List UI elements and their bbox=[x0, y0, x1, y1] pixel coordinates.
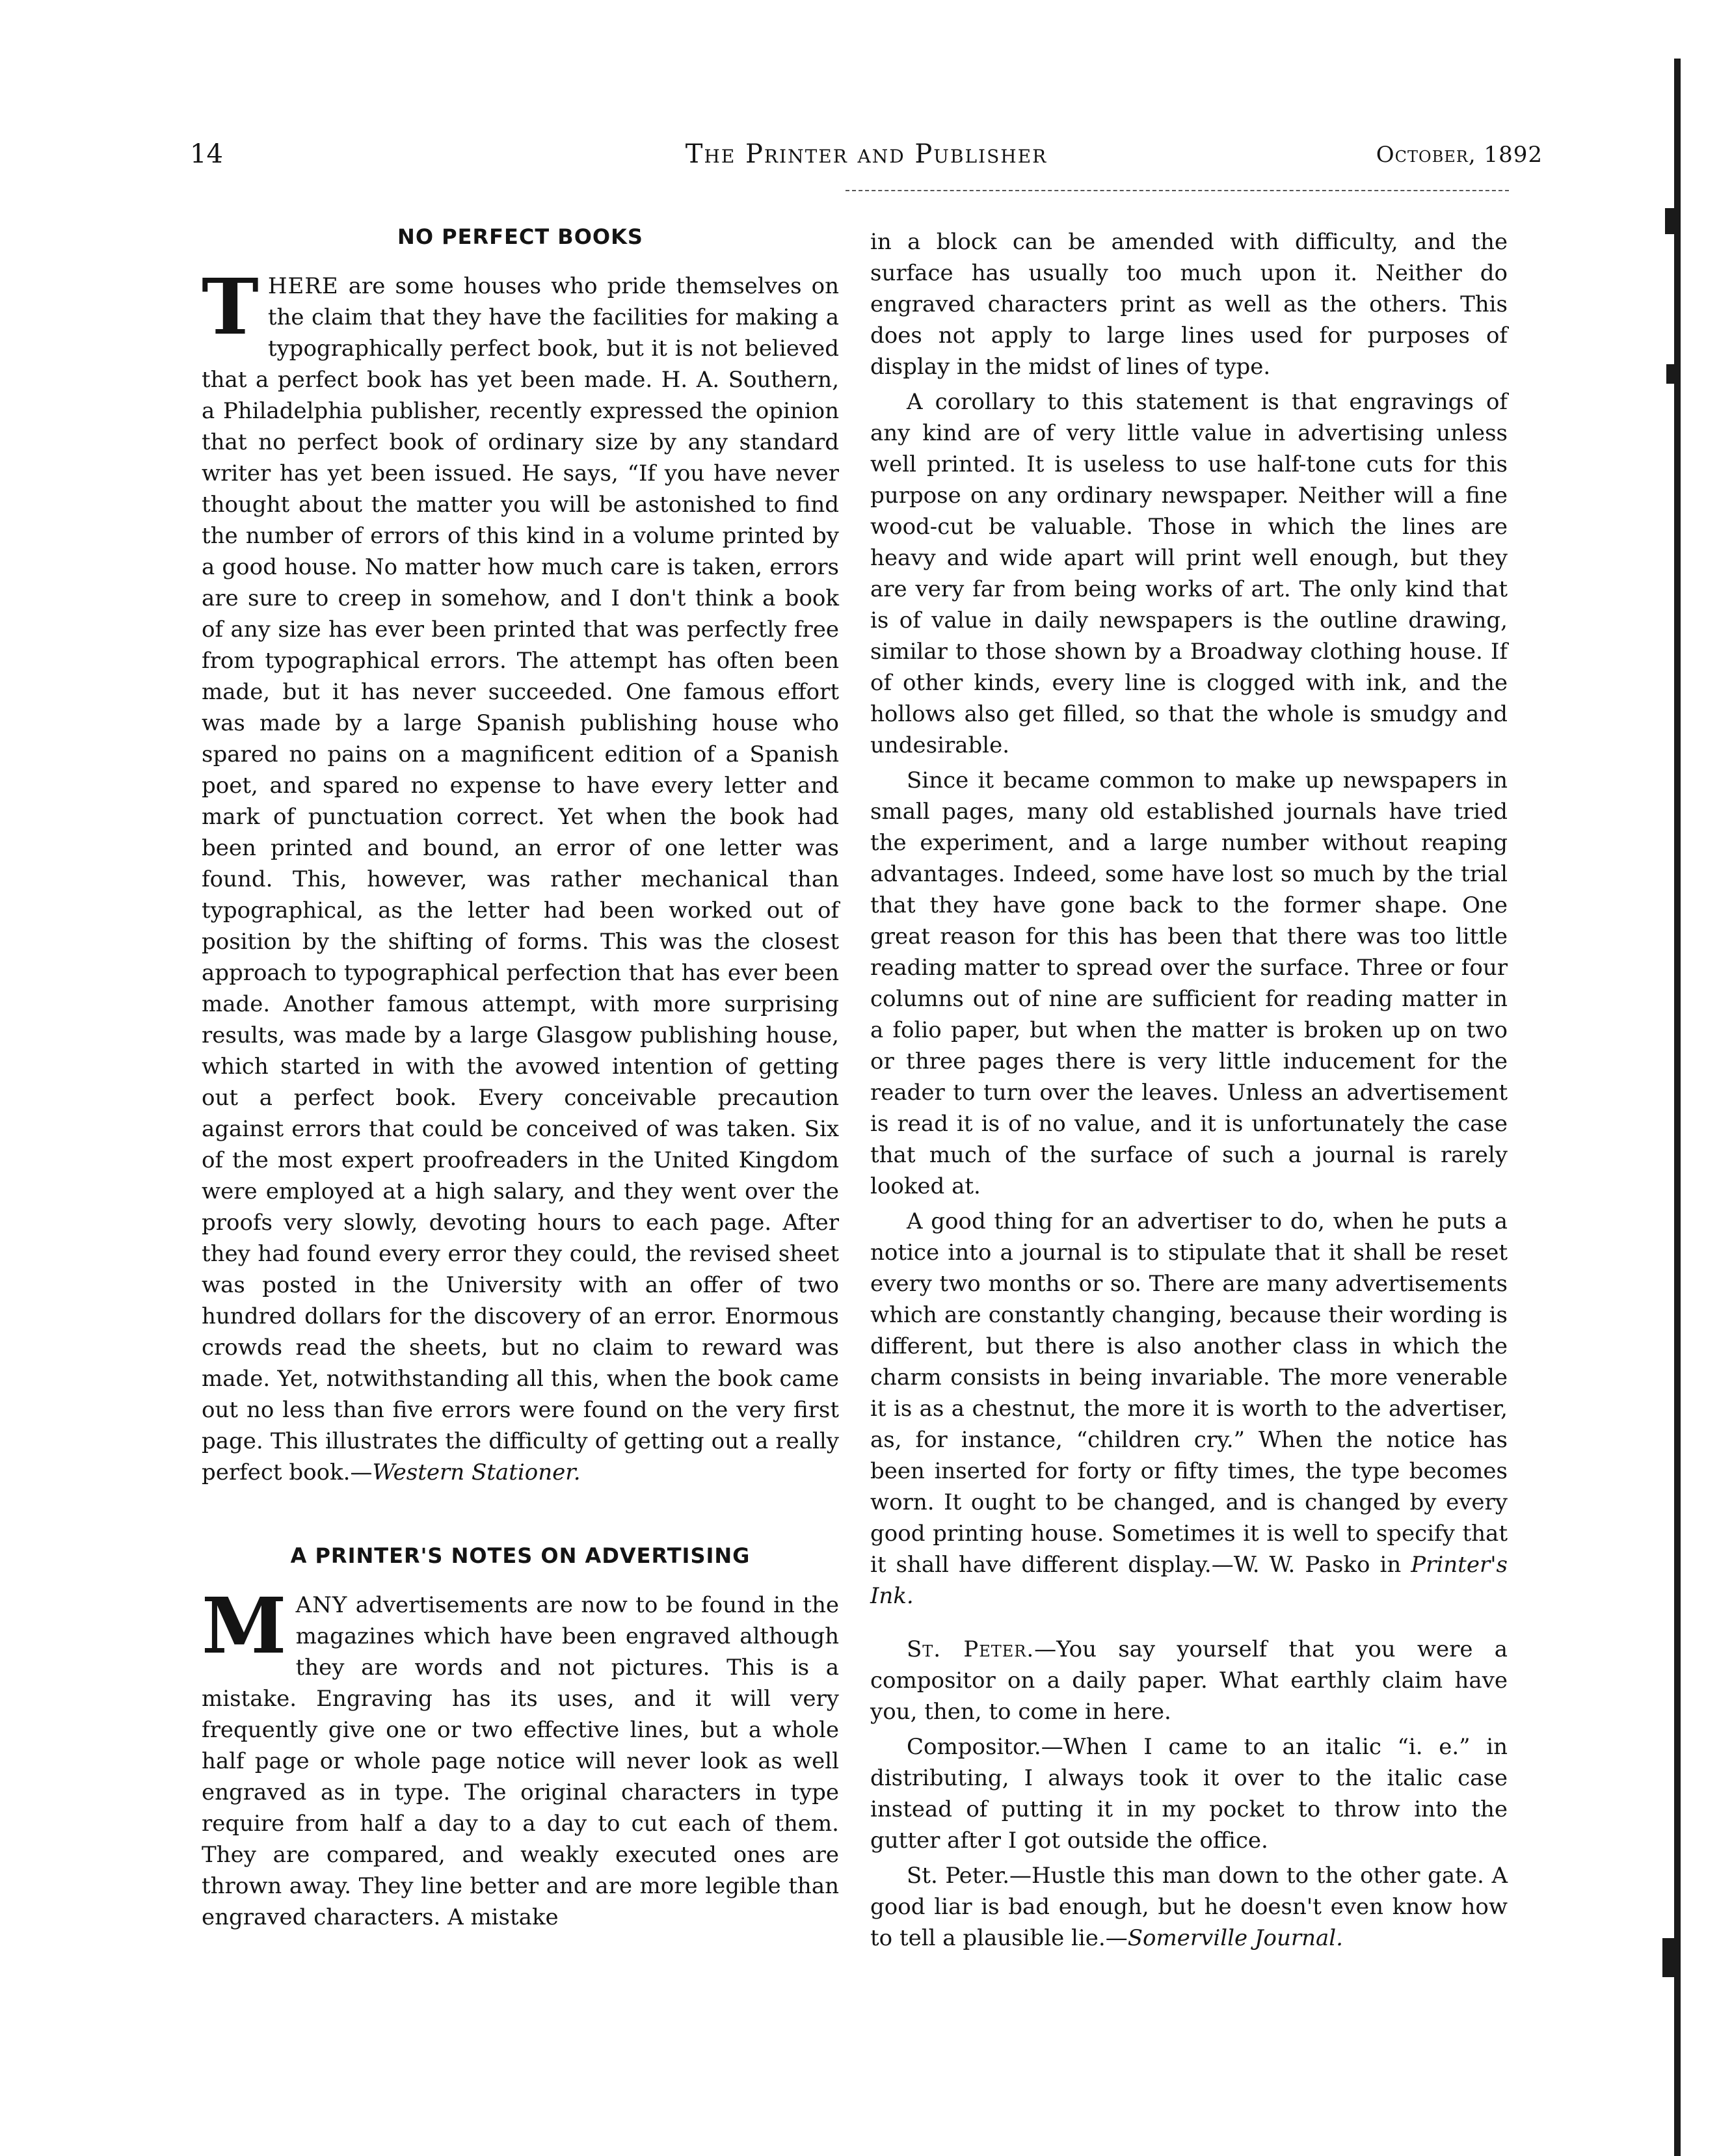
speaker: Compositor. bbox=[907, 1734, 1041, 1760]
article-body bbox=[202, 1580, 839, 1933]
opening-word: ANY bbox=[295, 1592, 348, 1618]
article-body bbox=[202, 261, 839, 1488]
paragraph-text: A good thing for an advertiser to do, when he puts a notice into a journal is to stipulate that it shall be reset every two months or so. There are many advertisements which are constantly changing, because their wording is different, but there is also another class in which the charm consists in being invariable. The more venerable it is as a chestnut, the more it is worth to the advertiser, as, for instance, “children cry.” When the notice has been inserted for forty or fifty times, the type becomes worn. It ought to be changed, and is changed by every good printing house. Sometimes it is well to specify that it shall have different display.—W. W. Pasko in bbox=[870, 1208, 1508, 1578]
anecdote-line bbox=[870, 1860, 1508, 1954]
paragraph-credit: Printer's Ink. bbox=[870, 1552, 1508, 1609]
scanned-margin-mark bbox=[1662, 1938, 1681, 1977]
paragraph bbox=[870, 1206, 1508, 1612]
running-header bbox=[190, 139, 1543, 178]
anecdote-text: —Hustle this man down to the other gate. A good liar is bad enough, but he doesn't even know how to tell a plausible lie.— bbox=[870, 1863, 1508, 1951]
speaker: St. Peter. bbox=[907, 1636, 1035, 1662]
page-number: 14 bbox=[190, 139, 223, 169]
anecdote-text: —When I came to an italic “i. e.” in distributing, I always took it over to the italic case instead of putting it in my pocket to throw into the gutter after I got outside the office. bbox=[870, 1734, 1508, 1854]
anecdote-text: —You say yourself that you were a compositor on a daily paper. What earthly claim have you, then, to come in here. bbox=[870, 1636, 1508, 1725]
speaker: St. Peter. bbox=[907, 1863, 1010, 1889]
scanned-margin-mark bbox=[1665, 208, 1681, 234]
drop-cap: M bbox=[202, 1580, 287, 1671]
article-title: A PRINTER'S NOTES ON ADVERTISING bbox=[290, 1543, 751, 1568]
article-credit: Western Stationer. bbox=[372, 1459, 581, 1485]
anecdote-line bbox=[870, 1731, 1508, 1856]
opening-word: HERE bbox=[267, 273, 339, 299]
anecdote-line bbox=[870, 1634, 1508, 1727]
paragraph: in a block can be amended with difficulty, and the surface has usually too much upon it. Neither do engraved characters print as well as the others. This does not apply to large lines used for purposes of display in the midst of lines of type. bbox=[870, 229, 1508, 380]
journal-title: The Printer and Publisher bbox=[685, 139, 1048, 169]
drop-cap: T bbox=[202, 261, 259, 352]
article-title: NO PERFECT BOOKS bbox=[397, 224, 643, 249]
article-text: are some houses who pride themselves on the claim that they have the facilities for making a typographically perfect book, but it is not believed that a perfect book has yet been made. H. A. Southern, a Philadelphia publisher, recently expressed the opinion that no perfect book of ordinary size by any standard writer has yet been issued. He says, “If you have never thought about the matter you will be astonished to find the number of errors of this kind in a volume printed by a good house. No matter how much care is taken, errors are sure to creep in somehow, and I don't think a book of any size has ever been printed that was perfectly free from typographical errors. The attempt has often been made, but it has never succeeded. One famous effort was made by a large Spanish publishing house who spared no pains on a magnificent edition of a Spanish poet, and spared no expense to have every letter and mark of punctuation correct. Yet when the book had been printed and bound, an error of one letter was found. This, however, was rather mechanical than typographical, as the letter had been worked out of position by the shifting of forms. This was the closest approach to typographical perfection that has ever been made. Another famous attempt, with more surprising results, was made by a large Glasgow publishing house, which started in with the avowed intention of getting out a perfect book. Every conceivable precaution against errors that could be conceived of was taken. Six of the most expert proofreaders in the United Kingdom were employed at a high salary, and they went over the proofs very slowly, devoting hours to each page. After they had found every error they could, the revised sheet was posted in the University with an offer of two hundred dollars for the discovery of an error. Enormous crowds read the sheets, but no claim to reward was made. Yet, notwithstanding all this, when the book came out no less than five errors were found on the very first page. This illustrates the difficulty of getting out a really perfect book.— bbox=[202, 273, 839, 1485]
left-column bbox=[202, 221, 839, 1937]
header-rule bbox=[846, 190, 1509, 191]
anecdote-credit: Somerville Journal. bbox=[1127, 1925, 1343, 1951]
paragraph: Since it became common to make up newspapers in small pages, many old established journals have tried the experiment, and a large number without reaping advantages. Indeed, some have lost so much by the trial that they have gone back to the former shape. One great reason for this has been that there was too little reading matter to spread over the surface. Three or four columns out of nine are sufficient for reading matter in a folio paper, but when the matter is broken up on two or three pages there is very little inducement for the reader to turn over the leaves. Unless an advertisement is read it is of no value, and it is unfortunately the case that much of the surface of such a journal is rarely looked at. bbox=[870, 767, 1508, 1199]
scanned-margin-mark bbox=[1666, 364, 1681, 384]
article-text: advertisements are now to be found in the magazines which have been engraved although they are words and not pictures. This is a mistake. Engraving has its uses, and it will very frequently give one or two effective lines, but a whole half page or whole page notice will never look as well engraved as in type. The original characters in type require from half a day to a day to cut each of them. They are compared, and weakly executed ones are thrown away. They line better and are more legible than engraved characters. A mistake bbox=[202, 1592, 839, 1930]
right-column bbox=[870, 226, 1508, 1958]
issue-date: October, 1892 bbox=[1376, 142, 1543, 168]
paragraph: A corollary to this statement is that engravings of any kind are of very little value in advertising unless well printed. It is useless to use half-tone cuts for this purpose on any ordinary newspaper. Neither will a fine wood-cut be valuable. Those in which the lines are heavy and wide apart will print well enough, but they are very far from being works of art. The only kind that is of value in daily newspapers is the outline drawing, similar to those shown by a Broadway clothing house. If of other kinds, every line is clogged with ink, and the hollows also get filled, so that the whole is smudgy and undesirable. bbox=[870, 389, 1508, 758]
